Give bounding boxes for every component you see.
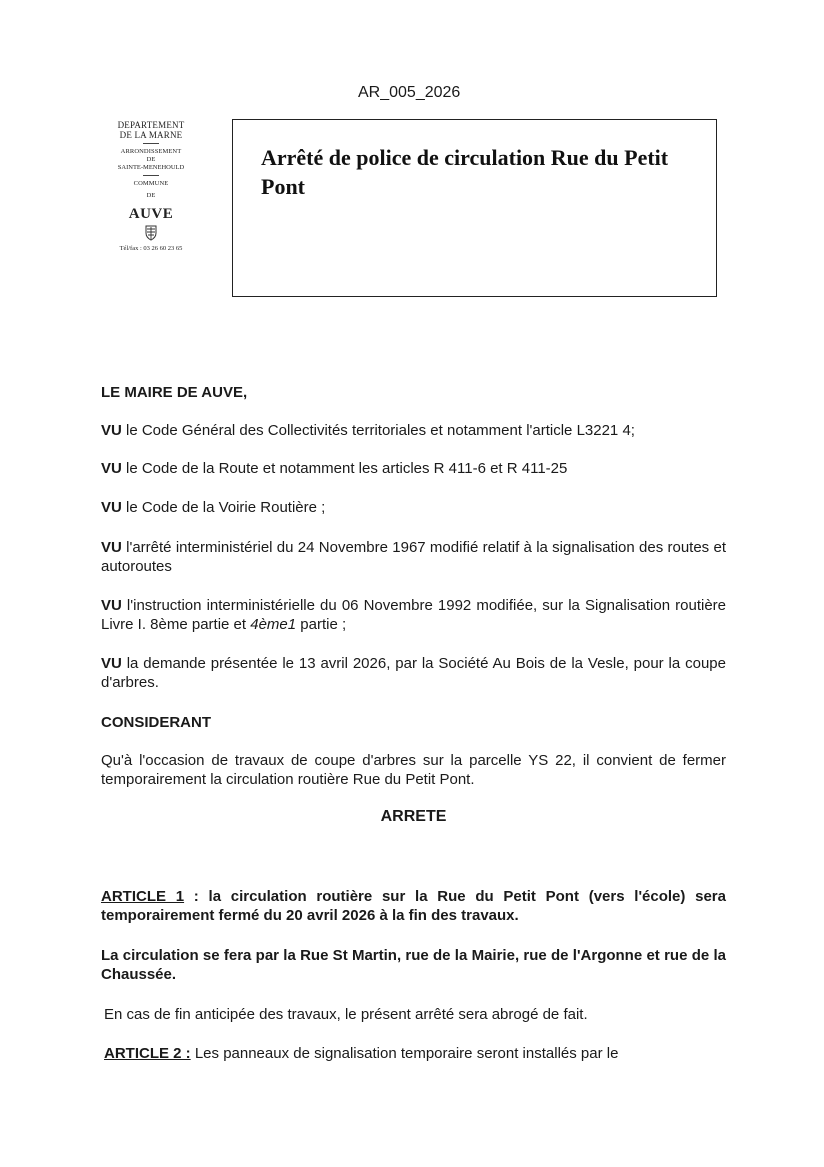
vu-text: partie ; (296, 616, 347, 633)
coat-of-arms-icon (144, 225, 158, 241)
municipal-header (88, 120, 214, 252)
article-1 (101, 887, 726, 925)
vu-label: VU (101, 597, 122, 614)
vu-paragraph-6 (101, 654, 726, 692)
vu-paragraph-4 (101, 538, 726, 576)
vu-text: l'arrêté interministériel du 24 Novembre 1967 modifié relatif à la signalisation des routes et autoroutes (101, 539, 726, 575)
telfax: Tél/fax : 03 26 60 23 65 (119, 245, 183, 252)
document-reference: AR_005_2026 (358, 84, 461, 101)
vu-paragraph-5 (101, 596, 726, 634)
article-2-label: ARTICLE 2 : (104, 1045, 191, 1062)
header-divider (143, 143, 159, 144)
commune-de: DE (146, 192, 156, 199)
vu-label: VU (101, 499, 122, 516)
vu-text: la demande présentée le 13 avril 2026, par la Société Au Bois de la Vesle, pour la coupe d'arbres. (101, 655, 726, 691)
vu-text: le Code de la Route et notamment les articles R 411-6 et R 411-25 (121, 460, 568, 477)
article-2-text: Les panneaux de signalisation temporaire seront installés par le (190, 1045, 619, 1062)
arrondissement-de: DE (146, 156, 156, 163)
vu-paragraph-2 (101, 459, 726, 478)
article-1-label: ARTICLE 1 (101, 888, 185, 905)
department-label: DEPARTEMENT (117, 120, 185, 130)
vu-text: l'instruction interministérielle du 06 Novembre 1992 modifiée, sur la Signalisation routière Livre I. 8ème partie et (101, 597, 726, 633)
considerant-heading: CONSIDERANT (101, 714, 212, 731)
abrogation-paragraph: En cas de fin anticipée des travaux, le présent arrêté sera abrogé de fait. (104, 1006, 588, 1023)
vu-label: VU (101, 655, 122, 672)
vu-label: VU (101, 539, 122, 556)
vu-label: VU (101, 460, 122, 477)
header-divider (143, 175, 159, 176)
arrondissement-name: SAINTE-MENEHOULD (117, 164, 185, 171)
vu-paragraph-1 (101, 421, 726, 440)
vu-text-italic: 4ème1 (250, 616, 297, 633)
commune-label: COMMUNE (133, 180, 169, 187)
vu-label: VU (101, 422, 122, 439)
arrondissement-label: ARRONDISSEMENT (120, 148, 182, 155)
considerant-text: Qu'à l'occasion de travaux de coupe d'arbres sur la parcelle YS 22, il convient de fermer temporairement la circulation routière Rue du Petit Pont. (101, 752, 726, 788)
article-2 (104, 1044, 729, 1063)
arrete-heading: ARRETE (380, 808, 447, 825)
maire-heading: LE MAIRE DE AUVE, (101, 384, 248, 401)
department-name: DE LA MARNE (119, 130, 183, 140)
article-1-text: la circulation routière sur la Rue du Petit Pont (vers l'école) sera temporairement fermé du 20 avril 2026 à la fin des travaux. (101, 888, 726, 924)
article-1-sep: : (184, 888, 209, 905)
vu-paragraph-3 (101, 498, 726, 517)
town-name: AUVE (128, 206, 174, 222)
detour-paragraph: La circulation se fera par la Rue St Martin, rue de la Mairie, rue de l'Argonne et rue de la Chaussée. (101, 947, 726, 983)
vu-text: le Code de la Voirie Routière ; (121, 499, 326, 516)
document-title: Arrêté de police de circulation Rue du Petit Pont (261, 145, 669, 199)
vu-text: le Code Général des Collectivités territoriales et notamment l'article L3221 4; (121, 422, 635, 439)
